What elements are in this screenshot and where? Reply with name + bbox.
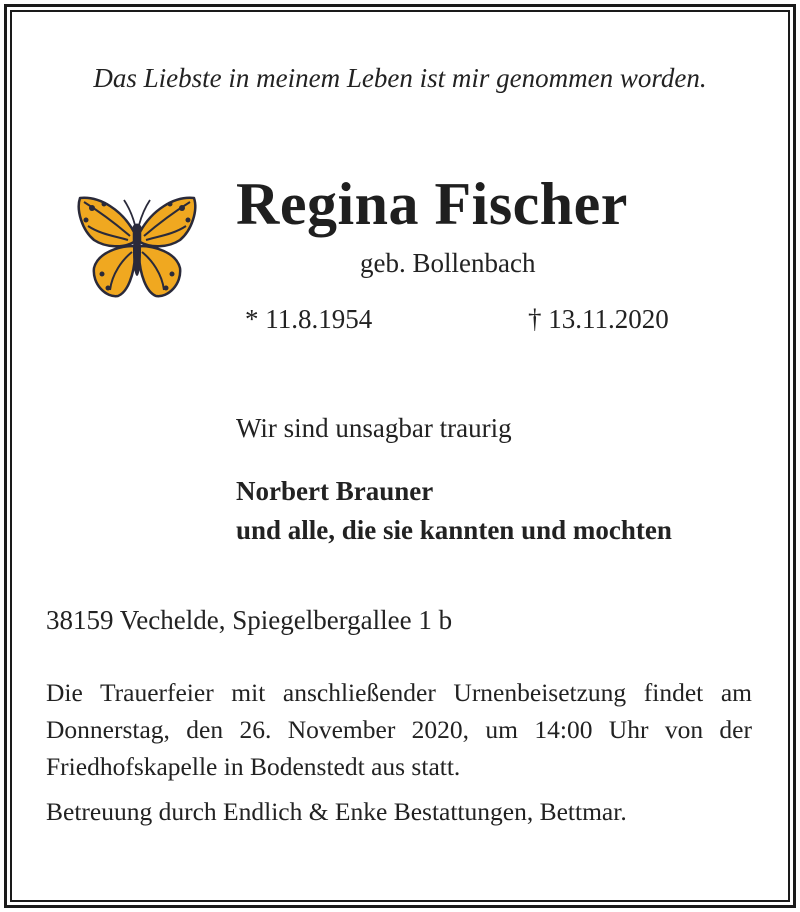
death-date: † 13.11.2020 — [528, 304, 669, 334]
mourning-line: Wir sind unsagbar traurig — [236, 413, 512, 443]
address: 38159 Vechelde, Spiegelbergallee 1 b — [46, 605, 453, 635]
mourners-line-2: und alle, die sie kannten und mochten — [236, 515, 672, 545]
motto-quote: Das Liebste in meinem Leben ist mir genommen worden. — [93, 63, 707, 93]
birth-name: geb. Bollenbach — [360, 248, 536, 278]
funeral-home-note: Betreuung durch Endlich & Enke Bestattungen, Bettmar. — [46, 797, 627, 826]
butterfly-icon — [72, 190, 202, 305]
deceased-name: Regina Fischer — [236, 171, 628, 237]
mourners-line-1: Norbert Brauner — [236, 476, 434, 506]
ceremony-details: Die Trauerfeier mit anschließender Urnenbeisetzung findet am Donnerstag, den 26. November 2020, um 14:00 Uhr von der Friedhofskapelle in Bodenstedt aus statt. — [46, 678, 752, 781]
birth-date: * 11.8.1954 — [245, 304, 373, 334]
